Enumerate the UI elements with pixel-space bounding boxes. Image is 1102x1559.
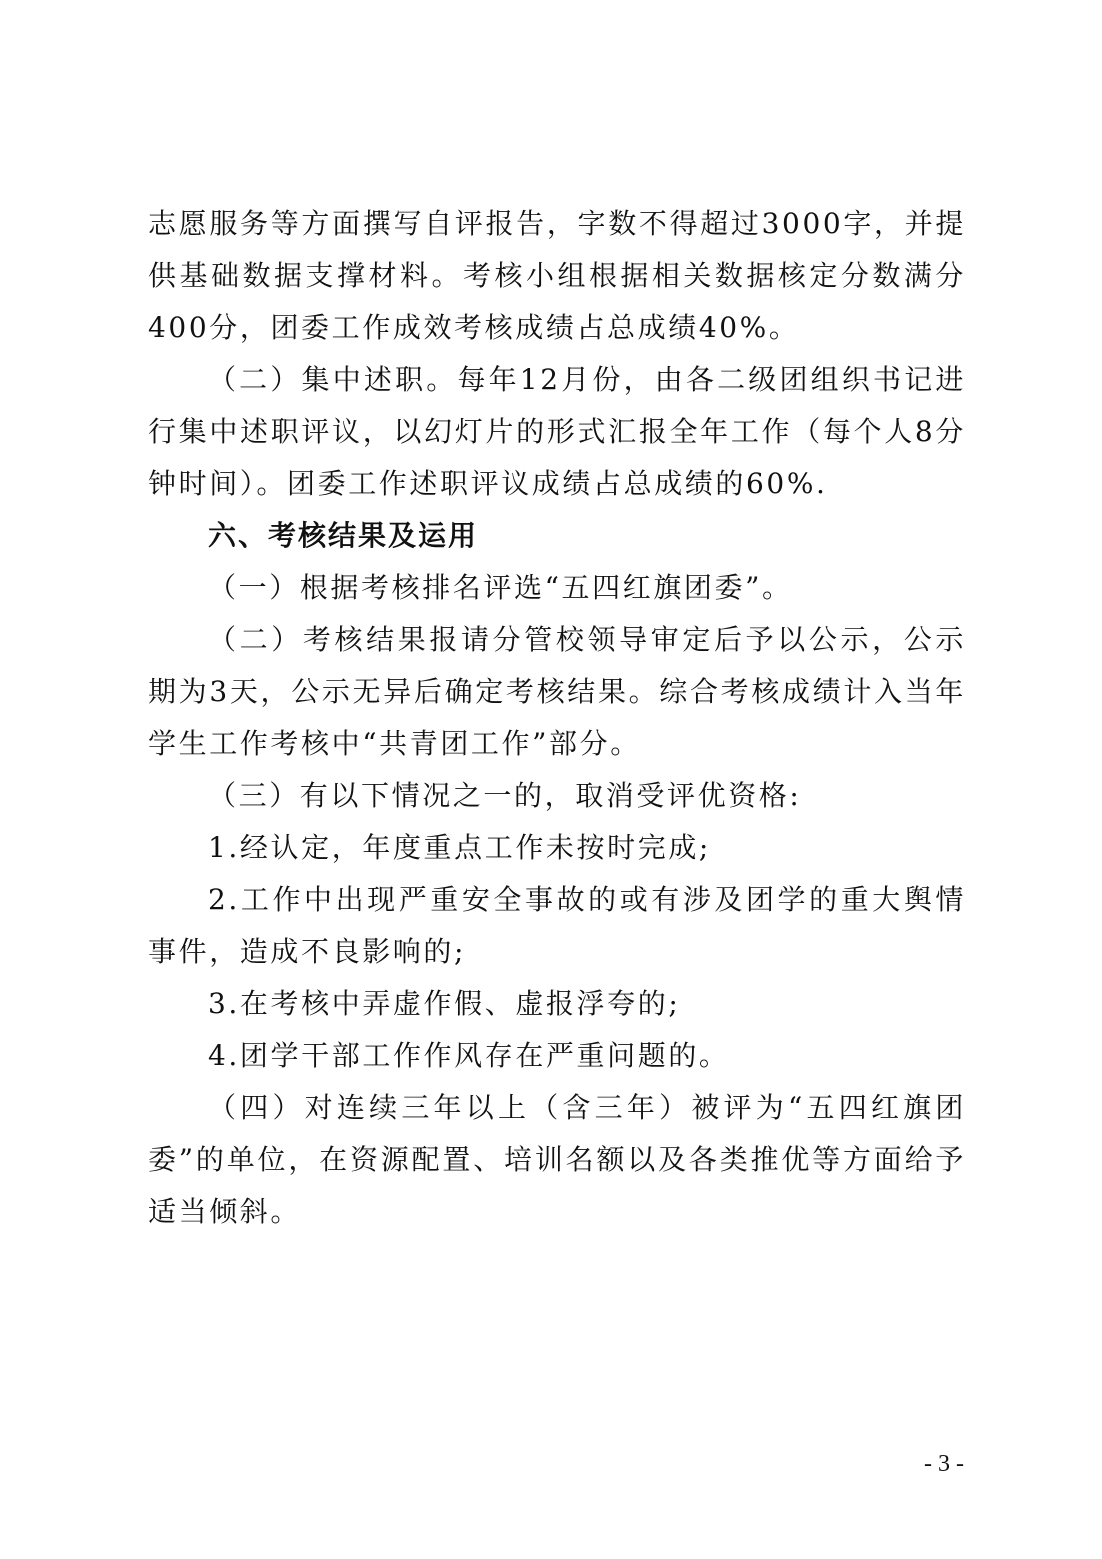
document-body — [148, 198, 966, 1238]
paragraph-three-year-awards: （四）对连续三年以上（含三年）被评为“五四红旗团委”的单位，在资源配置、培训名额以及各类推优等方面给予适当倾斜。 — [148, 1091, 966, 1228]
paragraph-result-publicity: （二）考核结果报请分管校领导审定后予以公示，公示期为3天，公示无异后确定考核结果。综合考核成绩计入当年学生工作考核中“共青团工作”部分。 — [148, 623, 966, 760]
page-number: - 3 - — [924, 1451, 964, 1477]
list-item-condition-3: 3.在考核中弄虚作假、虚报浮夸的; — [208, 987, 681, 1020]
paragraph-disqualification-conditions: （三）有以下情况之一的，取消受评优资格: — [208, 779, 802, 812]
paragraph-self-evaluation-continued: 志愿服务等方面撰写自评报告，字数不得超过3000字，并提供基础数据支撑材料。考核小组根据相关数据核定分数满分400分，团委工作成效考核成绩占总成绩40%。 — [148, 207, 966, 344]
list-item-condition-1: 1.经认定，年度重点工作未按时完成; — [208, 831, 711, 864]
list-item-condition-2: 2.工作中出现严重安全事故的或有涉及团学的重大舆情事件，造成不良影响的; — [148, 883, 966, 968]
section-heading-results-application: 六、考核结果及运用 — [208, 519, 479, 552]
paragraph-centralized-reporting: （二）集中述职。每年12月份，由各二级团组织书记进行集中述职评议，以幻灯片的形式汇报全年工作（每个人8分钟时间）。团委工作述职评议成绩占总成绩的60%. — [148, 363, 966, 500]
paragraph-ranking-selection: （一）根据考核排名评选“五四红旗团委”。 — [208, 571, 793, 604]
list-item-condition-4: 4.团学干部工作作风存在严重问题的。 — [208, 1039, 730, 1072]
